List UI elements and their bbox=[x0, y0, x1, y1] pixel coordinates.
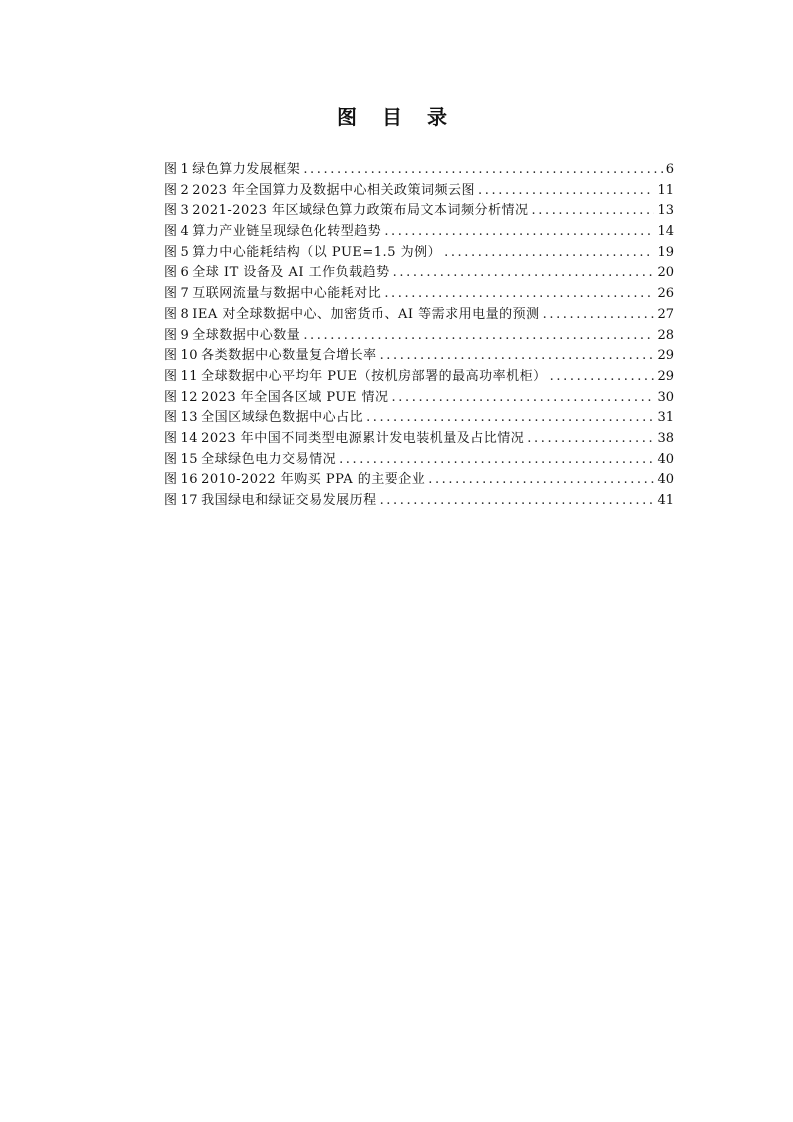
toc-entry[interactable] bbox=[164, 201, 674, 222]
toc-entry[interactable] bbox=[164, 263, 674, 284]
toc-entry-label bbox=[164, 263, 390, 284]
dot-leader bbox=[428, 470, 654, 491]
toc-entry-number: 16 bbox=[180, 472, 199, 488]
toc-entry[interactable] bbox=[164, 160, 674, 181]
toc-entry-page-number: 11 bbox=[657, 182, 674, 198]
toc-entry-label bbox=[164, 450, 336, 471]
dot-leader bbox=[393, 263, 655, 284]
dot-leader bbox=[380, 491, 655, 512]
toc-entry-label bbox=[164, 388, 389, 409]
toc-entry[interactable] bbox=[164, 243, 674, 264]
toc-entry-number: 15 bbox=[180, 451, 199, 467]
toc-entry-caption: 算力中心能耗结构（以 PUE=1.5 为例） bbox=[192, 244, 442, 260]
dot-leader bbox=[444, 243, 654, 264]
toc-entry[interactable] bbox=[164, 181, 674, 202]
toc-entry-label bbox=[164, 305, 540, 326]
dot-leader bbox=[384, 222, 654, 243]
toc-entry-caption: 绿色算力发展框架 bbox=[192, 162, 301, 177]
toc-entry-label bbox=[164, 408, 363, 429]
toc-entry-prefix: 图 bbox=[164, 244, 178, 260]
toc-entry-caption: 互联网流量与数据中心能耗对比 bbox=[192, 286, 382, 302]
toc-entry-caption: 全球绿色电力交易情况 bbox=[201, 451, 337, 467]
toc-entry[interactable] bbox=[164, 367, 674, 388]
toc-entry[interactable] bbox=[164, 305, 674, 326]
toc-entry-page-number: 13 bbox=[657, 203, 674, 219]
toc-entry-page-number: 28 bbox=[657, 327, 674, 343]
toc-entry-label bbox=[164, 160, 300, 181]
toc-entry-prefix: 图 bbox=[164, 472, 178, 488]
toc-entry-caption: 全球数据中心平均年 PUE（按机房部署的最高功率机柜） bbox=[201, 368, 547, 384]
toc-entry[interactable] bbox=[164, 470, 674, 491]
dot-leader bbox=[366, 408, 654, 429]
toc-entry-prefix: 图 bbox=[164, 451, 178, 467]
toc-entry-page-number: 6 bbox=[665, 162, 674, 177]
dot-leader bbox=[303, 326, 654, 347]
toc-entry-caption: 全国区域绿色数据中心占比 bbox=[201, 410, 364, 426]
toc-entry-prefix: 图 bbox=[164, 286, 178, 302]
toc-entry-prefix: 图 bbox=[164, 348, 178, 364]
toc-entry-label bbox=[164, 222, 381, 243]
dot-leader bbox=[532, 201, 655, 222]
toc-entry-number: 10 bbox=[180, 348, 199, 364]
toc-entry-label bbox=[164, 346, 377, 367]
toc-entry-prefix: 图 bbox=[164, 182, 178, 198]
page-title: 图 目 录 bbox=[337, 105, 456, 129]
toc-entry-number: 12 bbox=[180, 389, 199, 405]
toc-entry-number: 3 bbox=[180, 203, 190, 219]
dot-leader bbox=[384, 284, 654, 305]
toc-entry-label bbox=[164, 201, 529, 222]
toc-entry-prefix: 图 bbox=[164, 430, 178, 446]
toc-entry-prefix: 图 bbox=[164, 224, 178, 240]
toc-entry[interactable] bbox=[164, 450, 674, 471]
dot-leader bbox=[543, 305, 655, 326]
toc-entry[interactable] bbox=[164, 284, 674, 305]
toc-entry[interactable] bbox=[164, 326, 674, 347]
dot-leader bbox=[550, 367, 655, 388]
toc-entry-number: 5 bbox=[180, 244, 190, 260]
dot-leader bbox=[380, 346, 655, 367]
toc-entry-prefix: 图 bbox=[164, 389, 178, 405]
toc-entry-page-number: 40 bbox=[657, 451, 674, 467]
toc-entry-prefix: 图 bbox=[164, 162, 178, 177]
toc-entry-number: 6 bbox=[180, 265, 190, 281]
toc-entry-caption: 2023 年全国各区域 PUE 情况 bbox=[201, 389, 389, 405]
toc-entry-label bbox=[164, 491, 377, 512]
toc-entry-caption: 算力产业链呈现绿色化转型趋势 bbox=[192, 224, 382, 240]
dot-leader bbox=[527, 429, 654, 450]
toc-entry-page-number: 40 bbox=[657, 472, 674, 488]
toc-entry-prefix: 图 bbox=[164, 265, 178, 281]
toc-entry-prefix: 图 bbox=[164, 493, 178, 508]
toc-entry-caption: 全球数据中心数量 bbox=[192, 327, 301, 343]
toc-entry-caption: 2023 年中国不同类型电源累计发电装机量及占比情况 bbox=[201, 430, 525, 446]
toc-entry-page-number: 19 bbox=[657, 244, 674, 260]
dot-leader bbox=[392, 388, 655, 409]
toc-entry-number: 9 bbox=[180, 327, 190, 343]
toc-entry-caption: IEA 对全球数据中心、加密货币、AI 等需求用电量的预测 bbox=[192, 306, 540, 322]
toc-entry-label bbox=[164, 429, 524, 450]
toc-entry-label bbox=[164, 470, 425, 491]
toc-entry-number: 2 bbox=[180, 182, 190, 198]
toc-entry-number: 8 bbox=[180, 306, 190, 322]
toc-entry-page-number: 27 bbox=[657, 306, 674, 322]
toc-entry-number: 14 bbox=[180, 430, 199, 446]
toc-entry-page-number: 30 bbox=[657, 389, 674, 405]
toc-entry-page-number: 20 bbox=[657, 265, 674, 281]
toc-entry-page-number: 26 bbox=[657, 286, 674, 302]
toc-entry[interactable] bbox=[164, 222, 674, 243]
dot-leader bbox=[339, 450, 654, 471]
toc-entry-number: 17 bbox=[180, 493, 199, 508]
toc-entry-number: 13 bbox=[180, 410, 199, 426]
toc-entry-prefix: 图 bbox=[164, 410, 178, 426]
toc-entry-caption: 2023 年全国算力及数据中心相关政策词频云图 bbox=[192, 182, 476, 198]
toc-entry-prefix: 图 bbox=[164, 203, 178, 219]
toc-entry-caption: 我国绿电和绿证交易发展历程 bbox=[201, 493, 377, 508]
toc-entry-prefix: 图 bbox=[164, 368, 178, 384]
toc-entry-caption: 全球 IT 设备及 AI 工作负载趋势 bbox=[192, 265, 390, 281]
toc-entry[interactable] bbox=[164, 429, 674, 450]
toc-entry-caption: 2021-2023 年区域绿色算力政策布局文本词频分析情况 bbox=[192, 203, 529, 219]
toc-entry-label bbox=[164, 367, 547, 388]
toc-entry-number: 7 bbox=[180, 286, 190, 302]
toc-entry-label bbox=[164, 326, 300, 347]
toc-entry-page-number: 29 bbox=[657, 368, 674, 384]
toc-entry-prefix: 图 bbox=[164, 327, 178, 343]
toc-entry-number: 11 bbox=[180, 368, 199, 384]
toc-entry-number: 4 bbox=[180, 224, 190, 240]
toc-entry-page-number: 41 bbox=[657, 493, 674, 508]
toc-entry-number: 1 bbox=[180, 162, 190, 177]
figure-list bbox=[164, 160, 674, 512]
toc-entry-page-number: 38 bbox=[657, 430, 674, 446]
toc-entry-label bbox=[164, 284, 381, 305]
toc-entry-page-number: 29 bbox=[657, 348, 674, 364]
toc-entry[interactable] bbox=[164, 408, 674, 429]
toc-entry[interactable] bbox=[164, 491, 674, 512]
dot-leader bbox=[303, 160, 662, 181]
toc-entry-page-number: 31 bbox=[657, 410, 674, 426]
toc-entry-caption: 2010-2022 年购买 PPA 的主要企业 bbox=[201, 472, 426, 488]
toc-entry-label bbox=[164, 243, 441, 264]
toc-entry[interactable] bbox=[164, 346, 674, 367]
toc-entry-prefix: 图 bbox=[164, 306, 178, 322]
toc-entry[interactable] bbox=[164, 388, 674, 409]
toc-entry-caption: 各类数据中心数量复合增长率 bbox=[201, 348, 377, 364]
dot-leader bbox=[478, 181, 654, 202]
toc-entry-label bbox=[164, 181, 475, 202]
toc-entry-page-number: 14 bbox=[657, 224, 674, 240]
